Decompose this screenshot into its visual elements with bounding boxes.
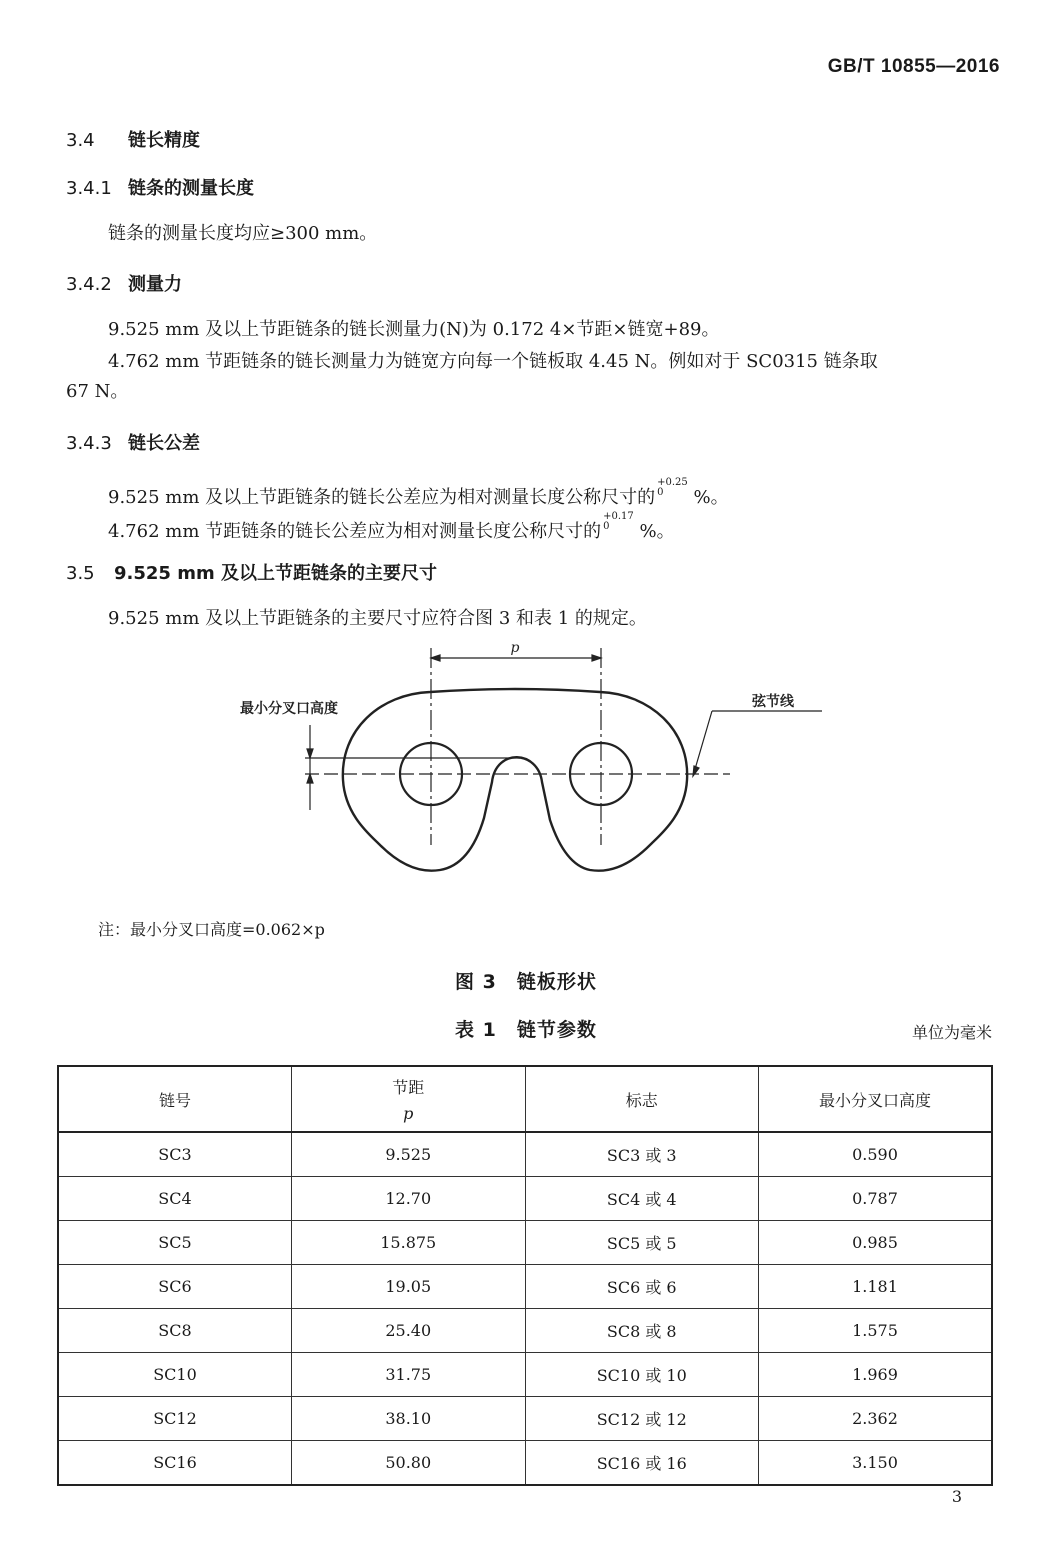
section-3-4-heading xyxy=(66,126,200,152)
min-fork-label: 最小分叉口高度 xyxy=(240,701,338,717)
section-3-4-2-para-2-cont: 67 N。 xyxy=(66,381,129,402)
cell-pitch: 12.70 xyxy=(292,1177,526,1221)
cell-chain-no: SC10 xyxy=(58,1353,292,1397)
pitch-header-text: 节距 xyxy=(392,1078,425,1097)
section-number: 3.5 xyxy=(66,563,95,584)
col-chain-no: 链号 xyxy=(58,1066,292,1132)
section-3-5-heading xyxy=(66,559,437,585)
table-row xyxy=(58,1309,992,1353)
cell-mark: SC3 或 3 xyxy=(525,1132,759,1177)
cell-min-fork: 3.150 xyxy=(759,1441,993,1486)
chain-plate-figure xyxy=(0,630,1062,890)
table-unit: 单位为毫米 xyxy=(911,1023,992,1042)
chain-parameters-table xyxy=(57,1065,993,1486)
cell-pitch: 15.875 xyxy=(292,1221,526,1265)
cell-chain-no: SC6 xyxy=(58,1265,292,1309)
table-row xyxy=(58,1441,992,1486)
cell-min-fork: 2.362 xyxy=(759,1397,993,1441)
tolerance-upper: +0.25 xyxy=(657,477,688,488)
section-number: 3.4.3 xyxy=(66,433,112,454)
cell-mark: SC10 或 10 xyxy=(525,1353,759,1397)
cell-mark: SC12 或 12 xyxy=(525,1397,759,1441)
para-text-end: %。 xyxy=(687,487,729,508)
pitch-label: p xyxy=(510,640,520,656)
page-number: 3 xyxy=(951,1487,962,1506)
table-row xyxy=(58,1221,992,1265)
section-3-4-2-heading xyxy=(66,270,182,296)
cell-min-fork: 1.575 xyxy=(759,1309,993,1353)
cell-pitch: 19.05 xyxy=(292,1265,526,1309)
cell-pitch: 38.10 xyxy=(292,1397,526,1441)
section-3-4-3-para-2 xyxy=(108,512,675,544)
section-3-5-text: 9.525 mm 及以上节距链条的主要尺寸应符合图 3 和表 1 的规定。 xyxy=(108,608,647,629)
col-pitch xyxy=(292,1066,526,1132)
table-header-row xyxy=(58,1066,992,1132)
table-row xyxy=(58,1397,992,1441)
section-title: 测量力 xyxy=(128,274,182,295)
table-row xyxy=(58,1132,992,1177)
section-title: 链条的测量长度 xyxy=(128,178,254,199)
table-row xyxy=(58,1177,992,1221)
section-3-4-1-heading xyxy=(66,174,254,200)
section-title: 链长精度 xyxy=(128,130,200,151)
cell-min-fork: 0.590 xyxy=(759,1132,993,1177)
pitch-symbol: p xyxy=(403,1104,414,1123)
cell-chain-no: SC8 xyxy=(58,1309,292,1353)
section-3-4-2-para-1: 9.525 mm 及以上节距链条的链长测量力(N)为 0.172 4×节距×链宽+89。 xyxy=(108,319,720,340)
figure-caption: 图 3 链板形状 xyxy=(455,971,597,993)
section-title: 链长公差 xyxy=(128,433,200,454)
cell-chain-no: SC3 xyxy=(58,1132,292,1177)
cell-mark: SC5 或 5 xyxy=(525,1221,759,1265)
cell-min-fork: 1.181 xyxy=(759,1265,993,1309)
cell-pitch: 25.40 xyxy=(292,1309,526,1353)
tolerance-lower: 0 xyxy=(657,487,664,498)
cell-chain-no: SC5 xyxy=(58,1221,292,1265)
cell-mark: SC16 或 16 xyxy=(525,1441,759,1486)
section-3-4-2-para-2: 4.762 mm 节距链条的链长测量力为链宽方向每一个链板取 4.45 N。例如对于 SC0315 链条取 xyxy=(108,351,878,372)
tolerance xyxy=(657,478,688,498)
cell-min-fork: 1.969 xyxy=(759,1353,993,1397)
cell-mark: SC8 或 8 xyxy=(525,1309,759,1353)
section-number: 3.4.1 xyxy=(66,178,112,199)
cell-min-fork: 0.787 xyxy=(759,1177,993,1221)
cell-pitch: 9.525 xyxy=(292,1132,526,1177)
cell-mark: SC6 或 6 xyxy=(525,1265,759,1309)
col-mark: 标志 xyxy=(525,1066,759,1132)
cell-chain-no: SC16 xyxy=(58,1441,292,1486)
cell-pitch: 31.75 xyxy=(292,1353,526,1397)
section-title: 9.525 mm 及以上节距链条的主要尺寸 xyxy=(114,563,437,584)
para-text-end: %。 xyxy=(633,521,675,542)
para-text: 4.762 mm 节距链条的链长公差应为相对测量长度公称尺寸的 xyxy=(108,521,602,542)
cell-min-fork: 0.985 xyxy=(759,1221,993,1265)
cell-chain-no: SC12 xyxy=(58,1397,292,1441)
section-3-4-3-para-1 xyxy=(108,478,729,510)
plate-outline xyxy=(343,689,687,871)
chord-line-label: 弦节线 xyxy=(752,694,794,710)
tolerance-lower: 0 xyxy=(603,521,610,532)
table-caption: 表 1 链节参数 xyxy=(455,1019,597,1041)
cell-pitch: 50.80 xyxy=(292,1441,526,1486)
tolerance-upper: +0.17 xyxy=(603,511,634,522)
standard-code: GB/T 10855—2016 xyxy=(827,56,1000,77)
para-text: 9.525 mm 及以上节距链条的链长公差应为相对测量长度公称尺寸的 xyxy=(108,487,656,508)
figure-note: 注：最小分叉口高度=0.062×p xyxy=(98,920,325,939)
tolerance xyxy=(603,512,634,532)
table-row xyxy=(58,1353,992,1397)
section-number: 3.4.2 xyxy=(66,274,112,295)
cell-mark: SC4 或 4 xyxy=(525,1177,759,1221)
section-3-4-1-text: 链条的测量长度均应≥300 mm。 xyxy=(108,223,378,244)
section-number: 3.4 xyxy=(66,130,95,151)
table-row xyxy=(58,1265,992,1309)
cell-chain-no: SC4 xyxy=(58,1177,292,1221)
section-3-4-3-heading xyxy=(66,429,200,455)
col-min-fork: 最小分叉口高度 xyxy=(759,1066,993,1132)
